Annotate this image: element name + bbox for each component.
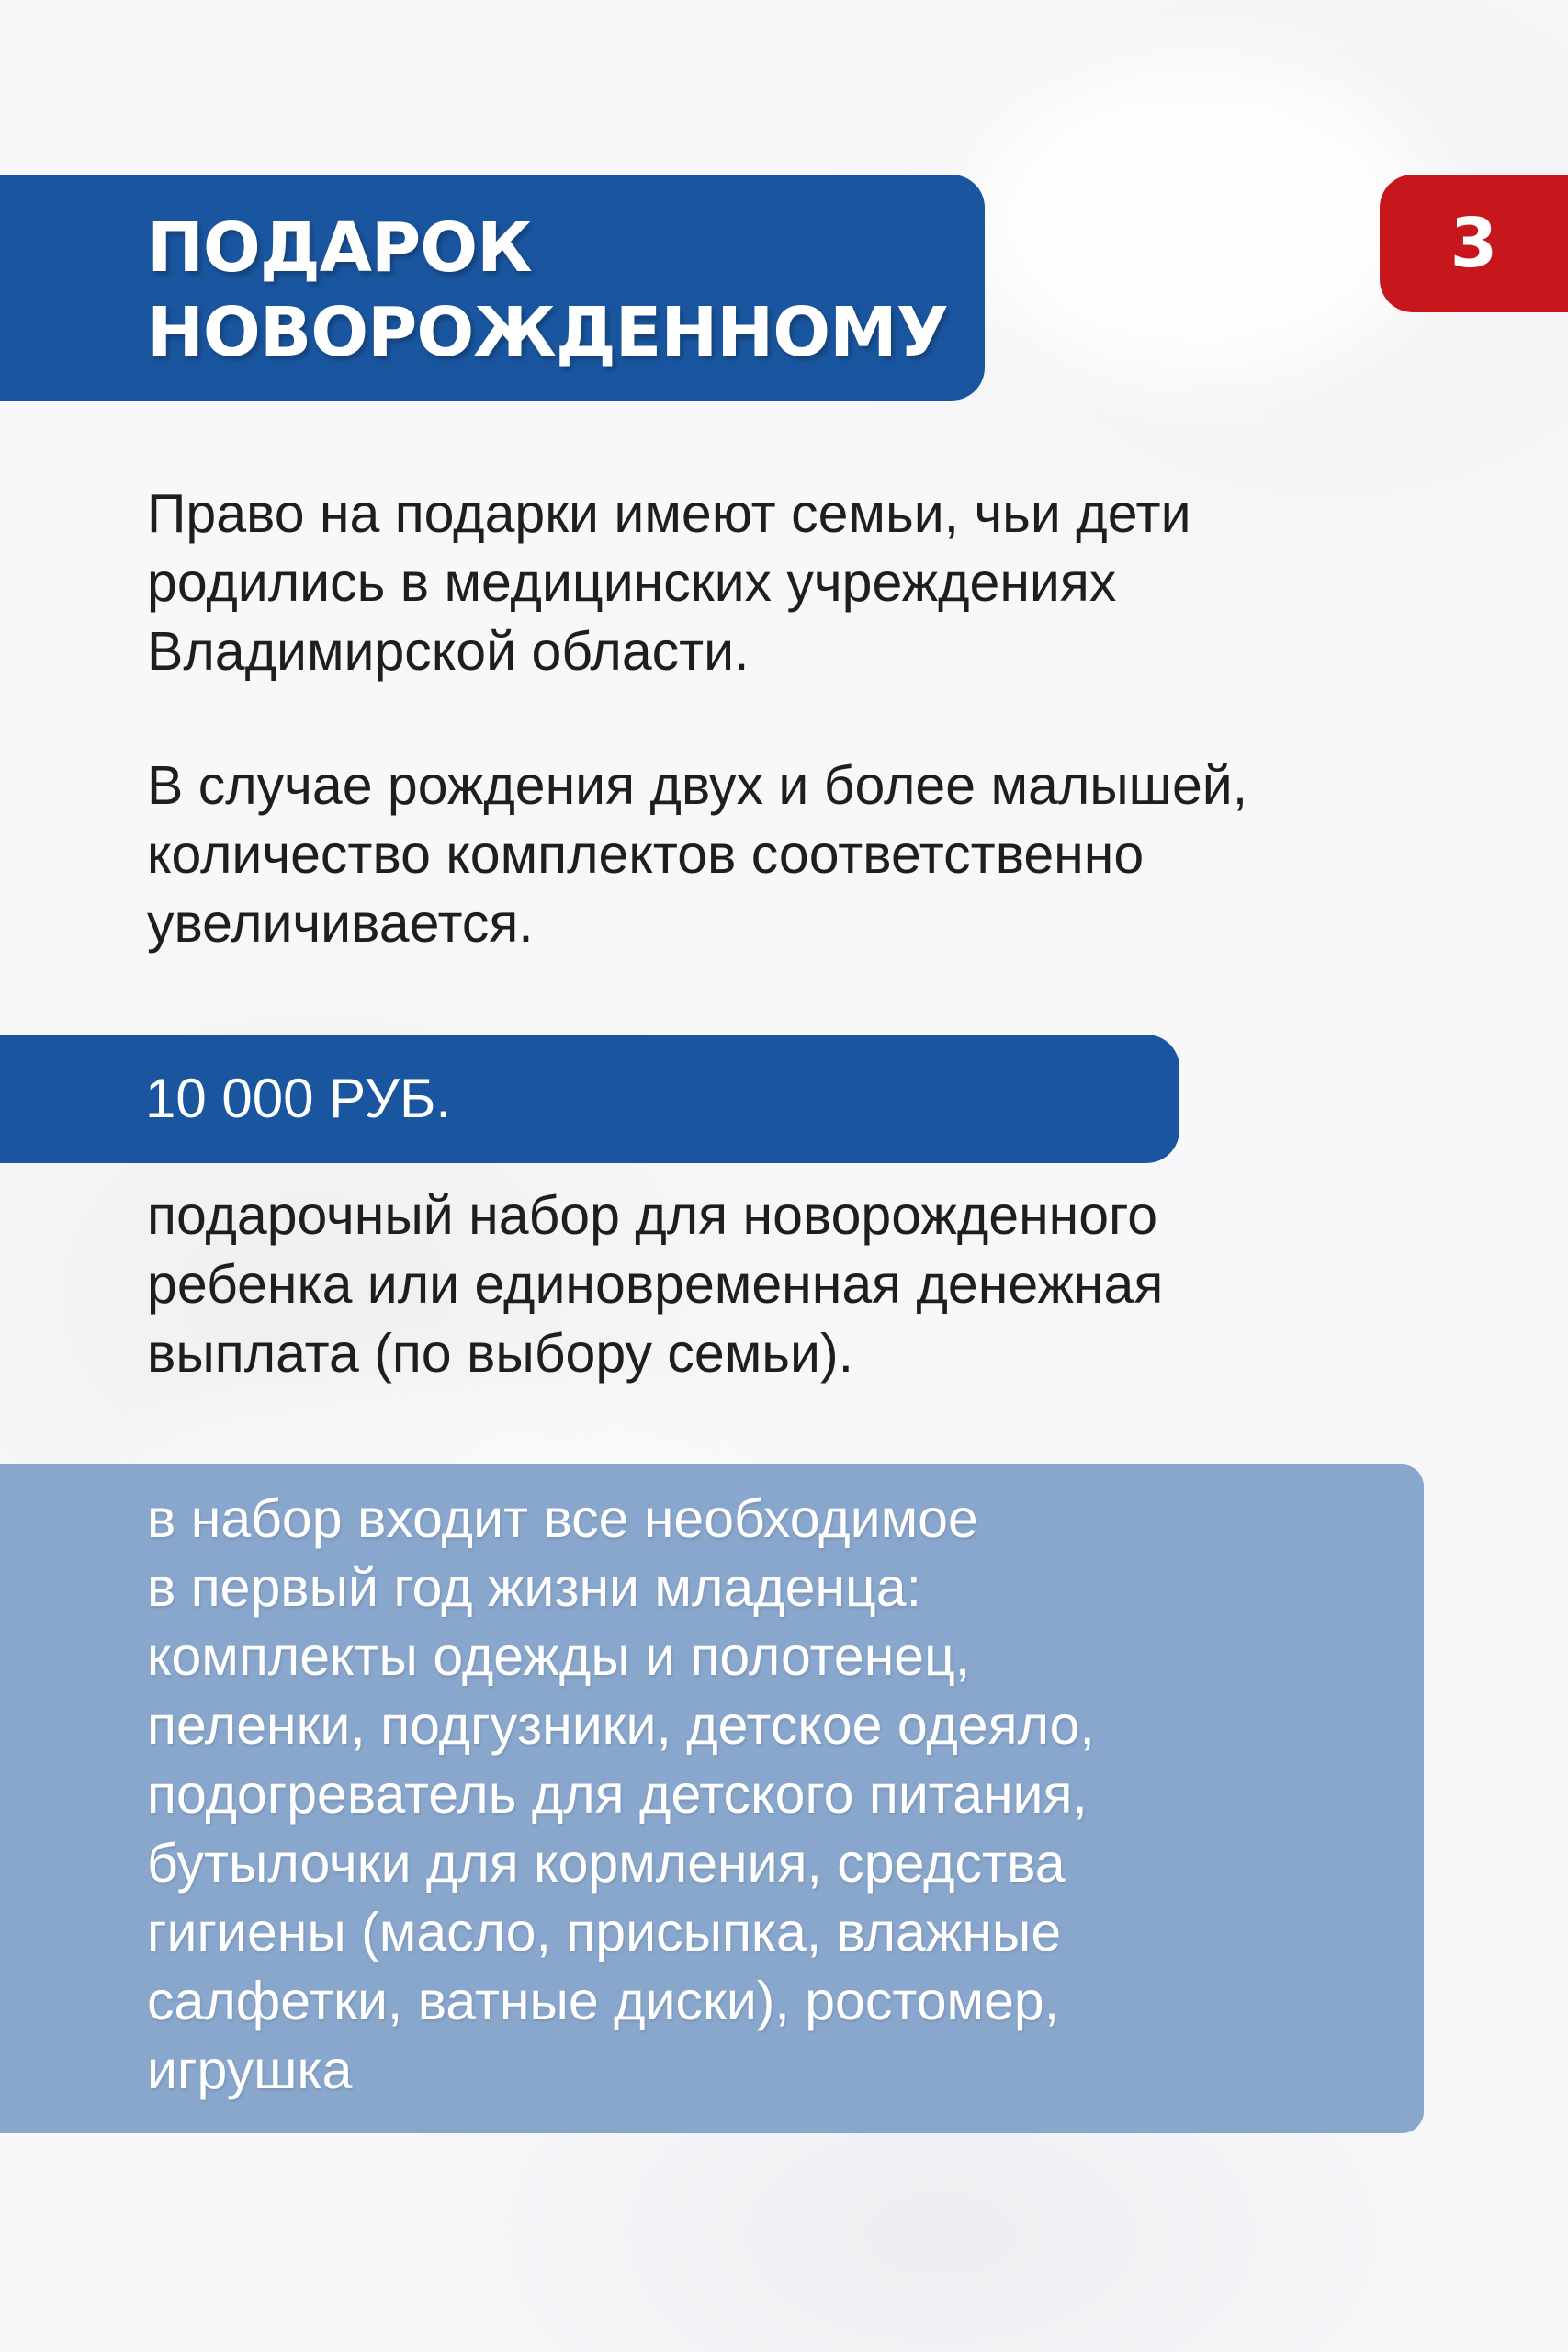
kit-line: подогреватель для детского питания, <box>147 1764 1088 1825</box>
text-line: Право на подарки имеют семьи, чьи дети <box>147 483 1191 544</box>
text-line: подарочный набор для новорожденного <box>147 1185 1158 1246</box>
kit-contents-panel <box>0 1464 1424 2133</box>
intro-paragraph-eligibility <box>147 480 1191 686</box>
page-title-line: ПОДАРОК <box>147 209 532 288</box>
text-line: родились в медицинских учреждениях <box>147 552 1117 613</box>
kit-line: в набор входит все необходимое <box>147 1488 978 1549</box>
gift-description <box>147 1182 1163 1388</box>
title-banner <box>0 175 985 401</box>
kit-line: гигиены (масло, присыпка, влажные <box>147 1902 1062 1962</box>
page-number-badge: 3 <box>1380 175 1568 312</box>
text-line: выплата (по выбору семьи). <box>147 1323 854 1384</box>
kit-line: комплекты одежды и полотенец, <box>147 1626 971 1687</box>
kit-line: в первый год жизни младенца: <box>147 1557 921 1618</box>
text-line: Владимирской области. <box>147 621 750 682</box>
amount-banner: 10 000 РУБ. <box>0 1035 1179 1163</box>
text-line: увеличивается. <box>147 893 534 954</box>
background-glow <box>964 55 1442 386</box>
kit-line: бутылочки для кормления, средства <box>147 1833 1066 1894</box>
kit-line: салфетки, ватные диски), ростомер, <box>147 1971 1060 2031</box>
kit-line: игрушка <box>147 2040 353 2100</box>
text-line: ребенка или единовременная денежная <box>147 1254 1164 1315</box>
page-title-line: НОВОРОЖДЕННОМУ <box>147 293 948 372</box>
kit-line: пеленки, подгузники, детское одеяло, <box>147 1695 1095 1756</box>
text-line: В случае рождения двух и более малышей, <box>147 755 1248 816</box>
text-line: количество комплектов соответственно <box>147 824 1145 885</box>
intro-paragraph-multiples <box>147 752 1247 958</box>
